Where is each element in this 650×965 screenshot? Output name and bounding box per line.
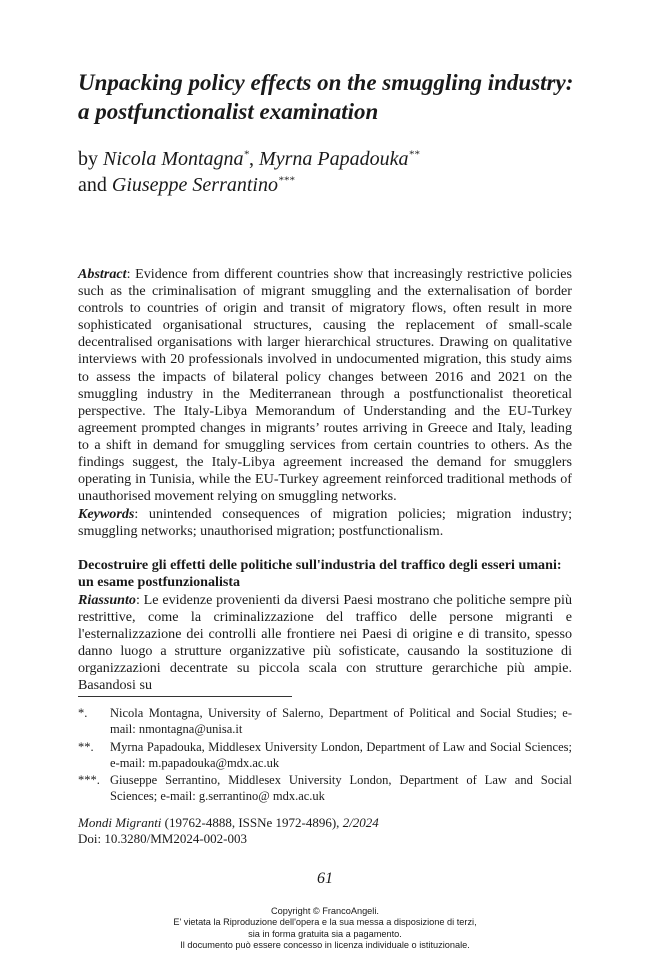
copyright-line-1: Copyright © FrancoAngeli. [271,906,379,916]
abstract-text: : Evidence from different countries show that increasingly restrictive policies such as the criminalisation of migrant smuggling and the externalisation of border controls to countries of origin and transit of migratory flows, often result in more sophisticated organisational structures, causing the replacement of small-scale decentralised organisations with larger hierarchical structures. Drawing on qualitative interviews with 20 professionals involved in undocumented migration, this study aims to assess the impacts of bilateral policy changes between 2016 and 2021 on the smuggling industry in the Mediterranean through a postfunctionalist theoretical perspective. The Italy-Libya Memorandum of Understanding and the EU-Turkey agreement prompted changes in migrants’ routes arriving in Greece and Italy, leading to a shift in demand for smuggling services from certain countries to others. As the findings suggest, the Italy-Libya agreement increased the demand for smugglers operating in Tunisia, while the EU-Turkey agreement reinforced traditional methods of unauthorised movement relying on smuggling networks. [78,266,572,505]
journal-citation [78,815,572,847]
page-number: 61 [317,870,333,887]
abstract-label: Abstract [78,266,127,282]
abstract-paragraph [78,266,572,505]
author-line [78,146,578,198]
journal-issue: 2/2024 [342,815,379,830]
article-title: Unpacking policy effects on the smuggling industry: a postfunctionalist examination [78,70,574,124]
footnote-divider [78,696,292,697]
author-3-name: Giuseppe Serrantino [111,174,278,196]
footnote-2-mark: **. [78,740,94,754]
author-1-name: Nicola Montagna [103,148,244,170]
riassunto-text: : Le evidenze provenienti da diversi Paesi mostrano che politiche sempre più restrittive, come la criminalizzazione del traffico delle persone migranti e l'esternalizzazione dei controlli alle frontiere nei Paesi di origine e di transito, spesso danno luogo a strutture organizzative più sofisticate, causando la sostituzione di organizzazioni decentrate su piccola scala con strutture gerarchiche più ampie. Basandosi su [78,592,572,694]
and-word: and [78,174,112,196]
riassunto-paragraph [78,592,572,695]
by-word: by [78,148,103,170]
keywords-label: Keywords [78,506,135,522]
keywords-text: : unintended consequences of migration policies; migration industry; smuggling networks; unauthorised migration; postfunctionalism. [78,506,572,540]
footnote-3-text: Giuseppe Serrantino, Middlesex University London, Department of Law and Social Sciences; e-mail: g.serrantino@ mdx.ac.uk [110,773,572,803]
footnote-1-mark: *. [78,706,88,720]
footnote-2 [78,740,572,771]
author-1-footnote-mark: * [243,148,250,161]
footnote-3 [78,773,572,804]
copyright-notice [0,906,650,951]
copyright-line-3: sia in forma gratuita sia a pagamento. [248,928,402,939]
author-2-name: Myrna Papadouka [259,148,409,170]
journal-issn: (19762-4888, ISSNe 1972-4896), [161,815,343,830]
journal-doi: Doi: 10.3280/MM2024-002-003 [78,831,247,846]
author-3-footnote-mark: *** [277,174,295,187]
copyright-line-4: Il documento può essere concesso in licenza individuale o istituzionale. [180,939,470,950]
keywords-paragraph [78,506,572,540]
footnote-1-text: Nicola Montagna, University of Salerno, Department of Political and Social Studies; e-mail: nmontagna@unisa.it [110,706,572,736]
footnote-2-text: Myrna Papadouka, Middlesex University London, Department of Law and Social Sciences; e-mail: m.papadouka@mdx.ac.uk [110,740,572,770]
italian-title: Decostruire gli effetti delle politiche sull'industria del traffico degli esseri umani: un esame postfunzionalista [78,557,562,591]
journal-name: Mondi Migranti [78,815,162,830]
author-2-footnote-mark: ** [408,148,420,161]
footnote-3-mark: ***. [78,773,100,787]
footnote-1 [78,706,572,737]
author-separator: , [249,148,260,170]
riassunto-label: Riassunto [78,592,136,608]
journal-line [78,815,572,831]
copyright-line-2: E' vietata la Riproduzione dell'opera e la sua messa a disposizione di terzi, [173,917,477,928]
